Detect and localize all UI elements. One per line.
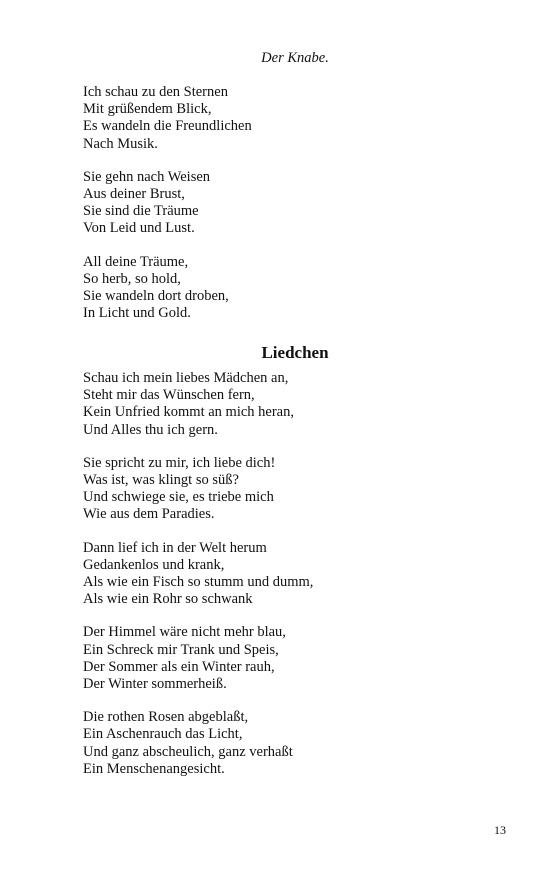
verse-line: Und ganz abscheulich, ganz verhaßt [83,743,293,760]
verse-line: Kein Unfried kommt an mich heran, [83,404,294,421]
verse-line: Sie spricht zu mir, ich liebe dich! [83,454,276,471]
verse-line: Dann lief ich in der Welt herum [83,539,267,556]
stanza [83,455,503,524]
stanza [83,624,503,693]
verse-line: Nach Musik. [83,135,158,152]
verse-line: Es wandeln die Freundlichen [83,118,252,135]
verse-line: Von Leid und Lust. [83,220,195,237]
verse-line: Sie gehn nach Weisen [83,168,211,185]
verse-line: So herb, so hold, [83,270,181,287]
verse-line: Schau ich mein liebes Mädchen an, [83,370,289,386]
verse-line: Ich schau zu den Sternen [83,84,228,100]
verse-line: All deine Träume, [83,253,189,270]
verse-line: Als wie ein Rohr so schwank [83,591,253,608]
verse-line: Ein Schreck mir Trank und Speis, [83,641,279,658]
verse-line: Was ist, was klingt so süß? [83,472,239,489]
verse-line: Und Alles thu ich gern. [83,421,218,438]
verse-line: In Licht und Gold. [83,305,191,322]
verse-line: Der Himmel wäre nicht mehr blau, [83,624,286,641]
verse-line: Aus deiner Brust, [83,186,185,203]
verse-line: Der Sommer als ein Winter rauh, [83,658,275,675]
verse-line: Und schwiege sie, es triebe mich [83,489,274,506]
stanza [83,540,503,609]
verse-line: Der Winter sommerheiß. [83,676,227,693]
stanza [83,254,503,323]
stanza [83,370,503,439]
verse-line: Wie aus dem Paradies. [83,506,215,523]
stanza [83,709,503,778]
verse-line: Gedankenlos und krank, [83,556,225,573]
verse-line: Ein Menschenangesicht. [83,760,225,777]
stanza [83,169,503,238]
page-number: 13 [494,823,506,837]
verse-line: Steht mir das Wünschen fern, [83,387,255,404]
verse-line: Ein Aschenrauch das Licht, [83,726,243,743]
verse-line: Die rothen Rosen abgeblaßt, [83,709,249,726]
verse-line: Als wie ein Fisch so stumm und dumm, [83,574,314,591]
verse-line: Sie sind die Träume [83,203,199,220]
poem-title: Liedchen [261,343,329,362]
poem-liedchen [83,370,503,794]
poem-der-knabe [83,84,503,338]
verse-line: Mit grüßendem Blick, [83,101,212,118]
stanza [83,84,503,153]
verse-line: Sie wandeln dort droben, [83,288,229,305]
section-heading: Der Knabe. [261,50,329,66]
